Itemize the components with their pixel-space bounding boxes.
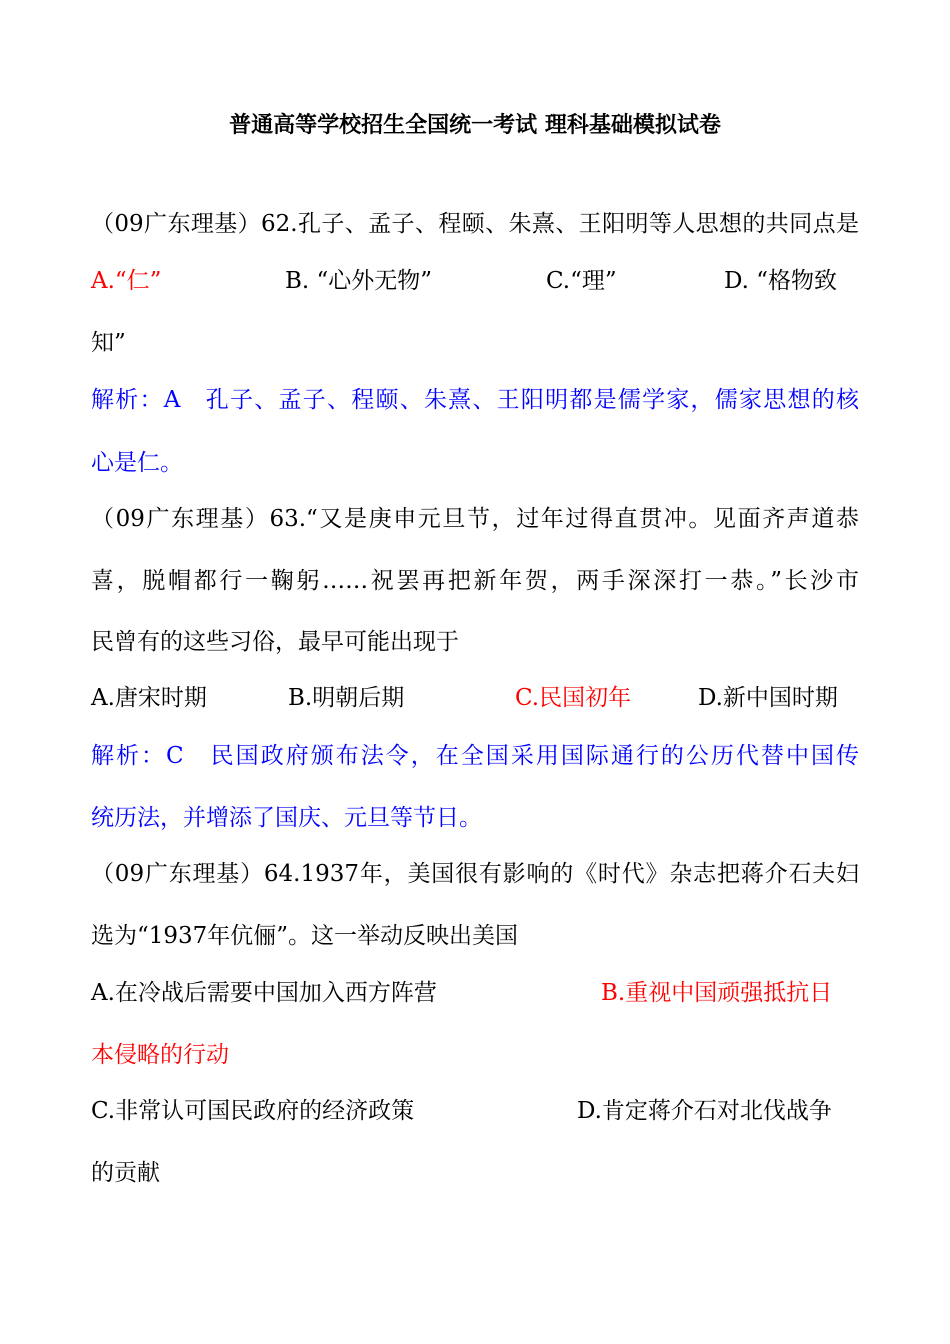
q64-option-d: D.肯定蒋介石对北伐战争 <box>577 1098 832 1124</box>
q62-option-a: A.“仁” <box>91 268 162 294</box>
q64-option-d-cont: 的贡献 <box>91 1160 160 1186</box>
q62-stem: （09广东理基）62.孔子、孟子、程颐、朱熹、王阳明等人思想的共同点是 <box>91 211 859 237</box>
q62-analysis-line1: 解析：A 孔子、孟子、程颐、朱熹、王阳明都是儒学家，儒家思想的核 <box>91 387 859 413</box>
q63-stem-line2: 喜，脱帽都行一鞠躬……祝罢再把新年贺，两手深深打一恭。”长沙市 <box>91 568 859 594</box>
page-title: 普通高等学校招生全国统一考试 理科基础模拟试卷 <box>229 113 721 138</box>
q62-analysis-line2: 心是仁。 <box>91 450 183 476</box>
q63-analysis-line1: 解析：C 民国政府颁布法令，在全国采用国际通行的公历代替中国传 <box>91 743 859 769</box>
q63-option-a: A.唐宋时期 <box>91 685 207 711</box>
q64-option-c: C.非常认可国民政府的经济政策 <box>91 1098 415 1124</box>
q64-option-b-cont: 本侵略的行动 <box>91 1042 229 1068</box>
q64-stem-line1: （09广东理基）64.1937年，美国很有影响的《时代》杂志把蒋介石夫妇 <box>91 861 859 887</box>
q63-option-d: D.新中国时期 <box>698 685 838 711</box>
q63-option-c: C.民国初年 <box>515 685 632 711</box>
q64-option-a: A.在冷战后需要中国加入西方阵营 <box>91 980 437 1006</box>
q62-option-c: C.“理” <box>546 268 617 294</box>
q62-option-d-cont: 知” <box>91 330 126 356</box>
q63-stem-line1: （09广东理基）63.“又是庚申元旦节，过年过得直贯冲。见面齐声道恭 <box>91 506 859 532</box>
q62-option-d: D. “格物致 <box>724 268 838 294</box>
q63-analysis-line2: 统历法，并增添了国庆、元旦等节日。 <box>91 805 482 831</box>
q64-option-b: B.重视中国顽强抵抗日 <box>601 980 833 1006</box>
q63-stem-line3: 民曾有的这些习俗，最早可能出现于 <box>91 629 459 655</box>
q64-stem-line2: 选为“1937年伉俪”。这一举动反映出美国 <box>91 923 519 949</box>
q63-option-b: B.明朝后期 <box>288 685 405 711</box>
q62-option-b: B. “心外无物” <box>285 268 433 294</box>
